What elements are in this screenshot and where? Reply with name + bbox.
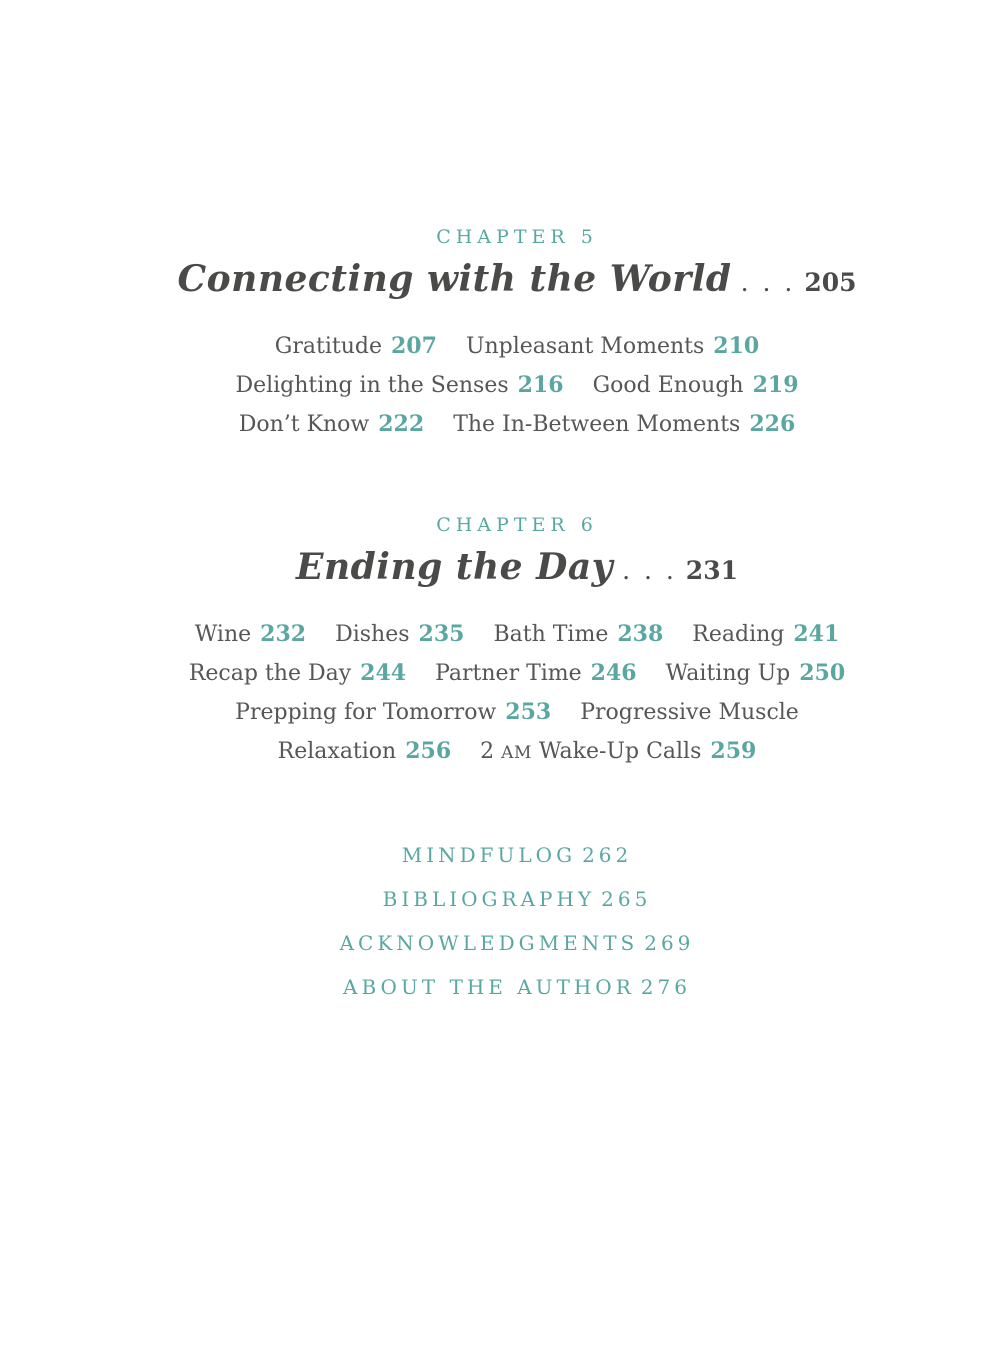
- toc-entry: [480, 739, 756, 764]
- entry-title: Good Enough: [592, 373, 744, 398]
- backmatter-page-number: 269: [644, 931, 695, 955]
- entry-title: Relaxation: [277, 739, 397, 764]
- backmatter-section: [34, 833, 1000, 1009]
- chapter-6-section: [34, 514, 1000, 773]
- entry-title: Reading: [692, 622, 785, 647]
- entry-page-number: 207: [391, 333, 437, 359]
- chapter-6-title-row: [34, 546, 1000, 588]
- entry-page-number: 253: [505, 699, 552, 725]
- entry-title: Delighting in the Senses: [235, 373, 509, 398]
- entry-title: Prepping for Tomorrow: [235, 700, 497, 725]
- entry-page-number: 235: [418, 621, 465, 647]
- entry-page-number: 210: [713, 333, 760, 359]
- toc-entry: [235, 373, 563, 398]
- toc-line: [34, 693, 1000, 732]
- backmatter-page-number: 262: [582, 843, 633, 867]
- chapter-5-entries: [34, 327, 1000, 444]
- entry-title: Progressive Muscle: [580, 700, 799, 725]
- entry-title: Partner Time: [435, 661, 582, 686]
- toc-line: [34, 405, 1000, 444]
- entry-title: Bath Time: [493, 622, 609, 647]
- backmatter-line-bibliography: [34, 877, 1000, 921]
- entry-title: Gratitude: [274, 334, 382, 359]
- toc-entry: [275, 334, 437, 359]
- backmatter-label: ABOUT THE AUTHOR: [343, 975, 635, 999]
- toc-entry: [692, 622, 839, 647]
- toc-line: [34, 615, 1000, 654]
- entry-page-number: 250: [799, 660, 846, 686]
- backmatter-page-number: 276: [640, 975, 691, 999]
- entry-page-number: 222: [378, 411, 425, 437]
- entry-title: Dishes: [335, 622, 410, 647]
- entry-page-number: 256: [405, 738, 452, 764]
- toc-line: [34, 327, 1000, 366]
- entry-title: Recap the Day: [188, 661, 352, 686]
- entry-page-number: 216: [517, 372, 564, 398]
- entry-title-prefix: 2: [480, 739, 502, 764]
- entry-page-number: 244: [360, 660, 407, 686]
- entry-page-number: 259: [710, 738, 757, 764]
- toc-entry: [580, 700, 799, 725]
- entry-page-number: 226: [749, 411, 796, 437]
- entry-page-number: 238: [617, 621, 664, 647]
- entry-title: Don’t Know: [238, 412, 370, 437]
- entry-title: The In-Between Moments: [453, 412, 741, 437]
- toc-entry: [493, 622, 663, 647]
- entry-page-number: 232: [260, 621, 307, 647]
- toc-line: [34, 654, 1000, 693]
- chapter-5-page-number: 205: [804, 268, 857, 297]
- toc-entry: [239, 412, 425, 437]
- toc-line: [34, 732, 1000, 773]
- backmatter-page-number: 265: [601, 887, 652, 911]
- chapter-6-entries: [34, 615, 1000, 773]
- toc-entry: [453, 412, 795, 437]
- entry-title-smallcaps: AM: [501, 743, 532, 763]
- toc-entry: [666, 661, 846, 686]
- entry-title: Waiting Up: [665, 661, 791, 686]
- chapter-5-title: Connecting with the World: [177, 258, 732, 300]
- entry-title: [480, 739, 701, 764]
- toc-entry: [435, 661, 637, 686]
- entry-page-number: 241: [793, 621, 840, 647]
- chapter-6-page-number: 231: [685, 556, 738, 585]
- chapter-5-label: CHAPTER 5: [436, 226, 598, 248]
- entry-page-number: 246: [590, 660, 637, 686]
- toc-entry: [278, 739, 452, 764]
- entry-title: Unpleasant Moments: [465, 334, 705, 359]
- chapter-5-section: [34, 226, 1000, 444]
- backmatter-line-mindfulog: [34, 833, 1000, 877]
- backmatter-label: BIBLIOGRAPHY: [382, 887, 596, 911]
- entry-page-number: 219: [752, 372, 799, 398]
- toc-entry: [466, 334, 759, 359]
- backmatter-label: MINDFULOG: [401, 843, 577, 867]
- toc-entry: [195, 622, 306, 647]
- entry-title-suffix: Wake-Up Calls: [531, 739, 702, 764]
- backmatter-line-about-the-author: [34, 965, 1000, 1009]
- toc-entry: [235, 700, 551, 725]
- chapter-6-ellipsis: . . .: [622, 556, 677, 585]
- toc-entry: [189, 661, 406, 686]
- chapter-5-title-row: [34, 258, 1000, 300]
- chapter-5-ellipsis: . . .: [740, 268, 796, 297]
- backmatter-line-acknowledgments: [34, 921, 1000, 965]
- toc-line: [34, 366, 1000, 405]
- entry-title: Wine: [194, 622, 252, 647]
- toc-entry: [593, 373, 799, 398]
- chapter-6-label: CHAPTER 6: [436, 514, 598, 536]
- backmatter-label: ACKNOWLEDGMENTS: [339, 931, 639, 955]
- toc-entry: [335, 622, 464, 647]
- chapter-6-title: Ending the Day: [296, 546, 614, 588]
